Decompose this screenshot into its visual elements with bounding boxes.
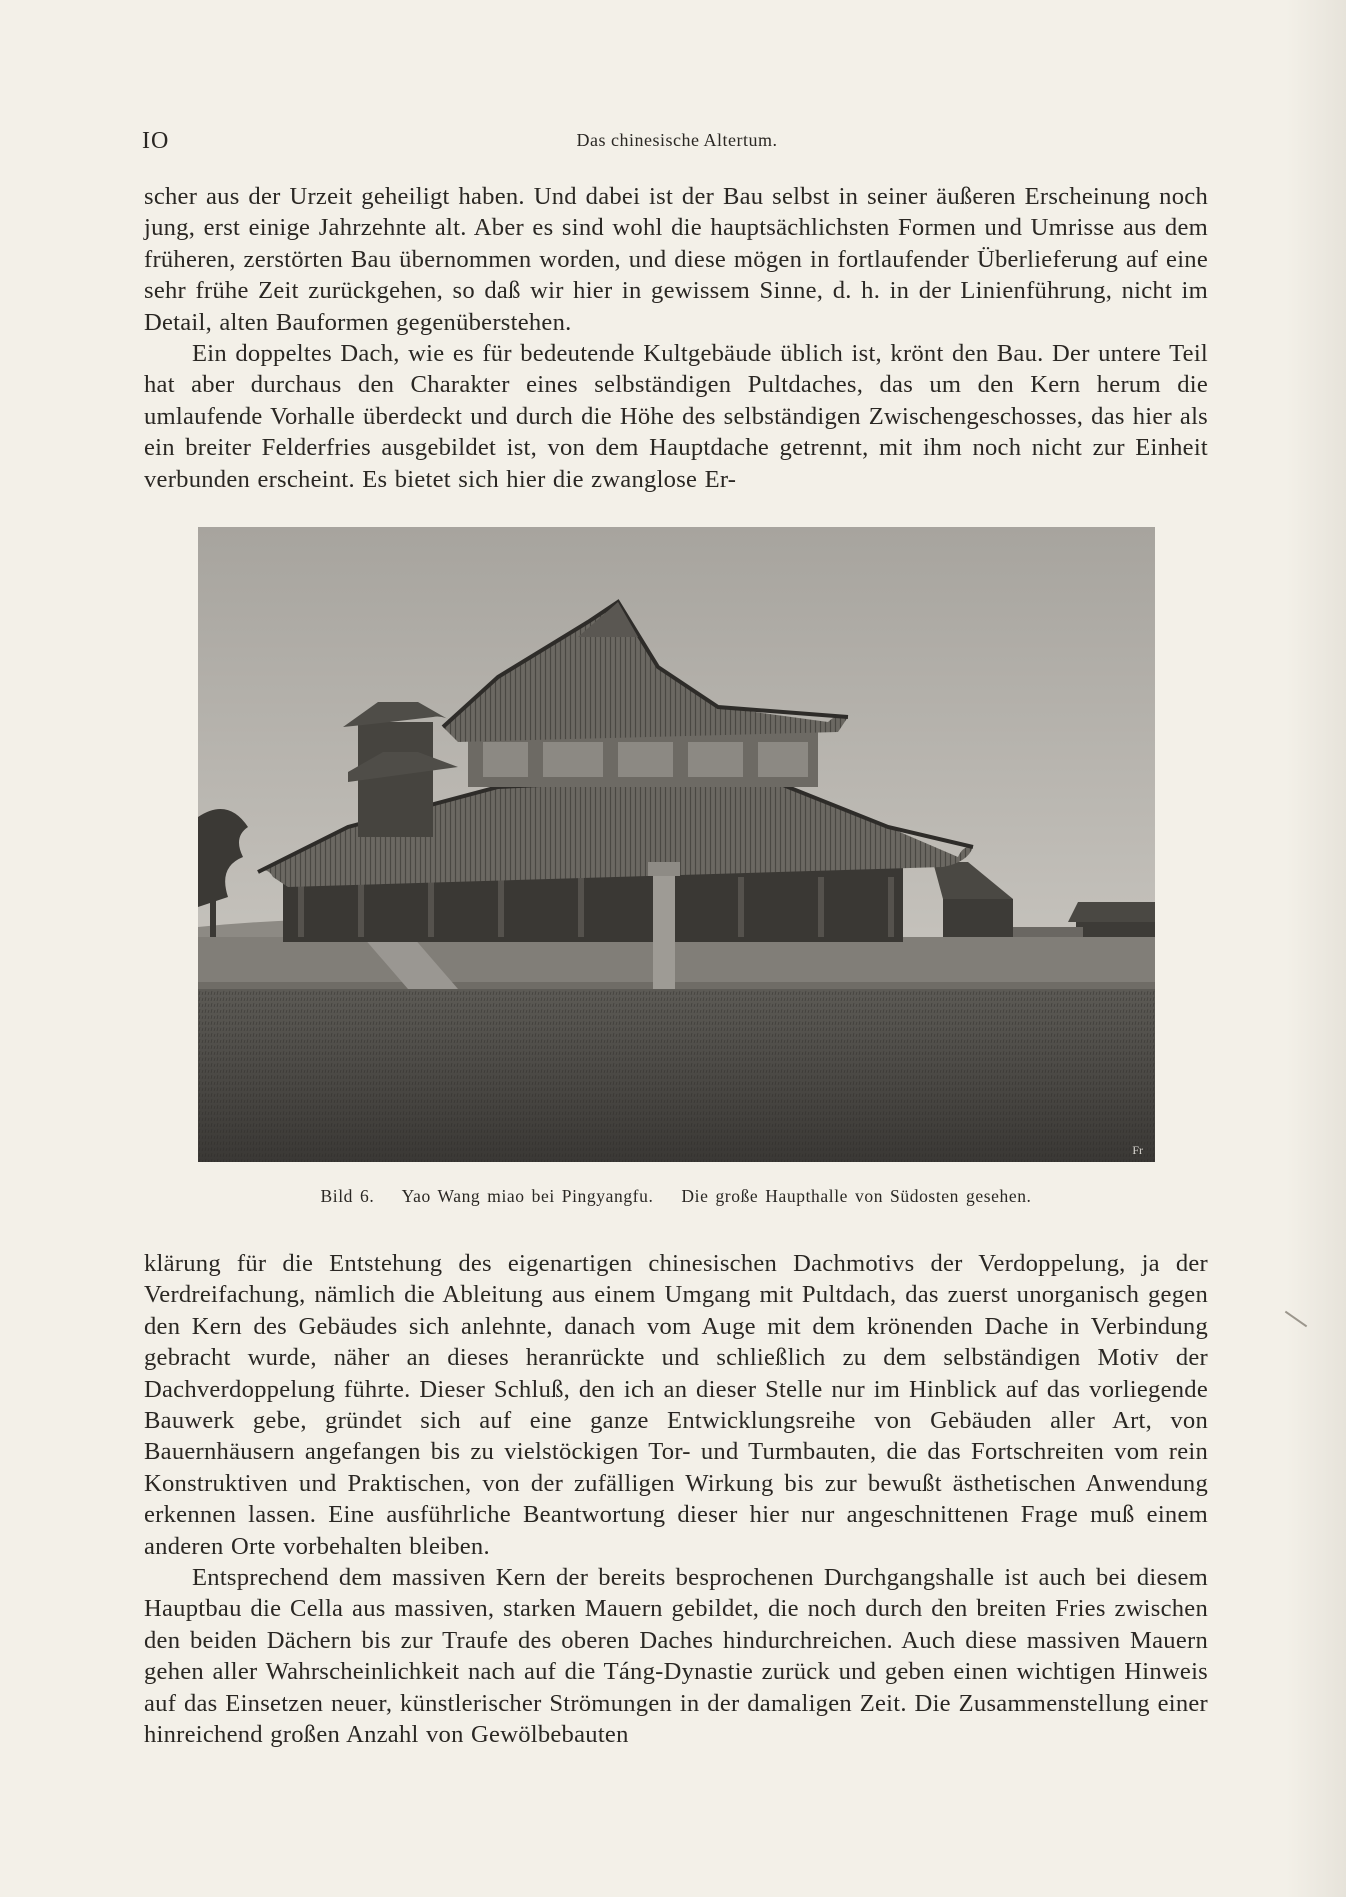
caption-title: Yao Wang miao bei Pingyangfu.	[401, 1186, 654, 1206]
paragraph: Ein doppeltes Dach, wie es für bedeutende Kultgebäude üblich ist, krönt den Bau. Der untere Teil hat aber durchaus den Charakter eines selbständigen Pultdaches, das um den Kern herum die umlaufende Vorhalle überdeckt und durch die Höhe des selbständigen Zwischengeschosses, das hier als ein breiter Felderfries ausgebildet ist, von dem Hauptdache getrennt, mit ihm noch nicht zur Einheit verbunden erscheint. Es bietet sich hier die zwanglose Er-	[144, 340, 1208, 493]
caption-description: Die große Haupthalle von Südosten gesehen.	[681, 1186, 1032, 1206]
temple-hall-illustration	[198, 527, 1155, 1162]
body-text-top	[144, 181, 1208, 495]
paragraph: Entsprechend dem massiven Kern der bereits besprochenen Durchgangshalle ist auch bei diesem Hauptbau die Cella aus massiven, starken Mauern gebildet, die noch durch den breiten Fries zwischen den beiden Dächern bis zur Traufe des oberen Daches hindurchreichen. Auch diese massiven Mauern gehen aller Wahrscheinlichkeit nach auf die Táng-Dynastie zurück und geben einen wichtigen Hinweis auf das Einsetzen neuer, künstlerischer Strömungen in der damaligen Zeit. Die Zusammenstellung einer hinreichend großen Anzahl von Gewölbebauten	[144, 1564, 1208, 1749]
page-number: IO	[142, 128, 170, 154]
body-text-bottom	[144, 1248, 1208, 1751]
photo-corner-mark: Fr	[1132, 1143, 1143, 1157]
running-title: Das chinesische Altertum.	[576, 130, 778, 150]
running-header	[142, 128, 1212, 158]
caption-label: Bild 6.	[320, 1186, 375, 1206]
page-edge-shadow	[1286, 0, 1346, 1897]
paragraph: klärung für die Entstehung des eigenartigen chinesischen Dachmotivs der Verdoppelung, ja der Verdreifachung, nämlich die Ableitung aus einem Umgang mit Pultdach, das zuerst unorganisch gegen den Kern des Gebäudes sich anlehnte, danach vom Auge mit dem krönenden Dache in Verbindung gebracht wurde, näher an dieses heranrückte und schließlich zu dem selbständigen Motiv der Dachverdoppelung führte. Dieser Schluß, den ich an dieser Stelle nur im Hinblick auf das vorliegende Bauwerk gebe, gründet sich auf eine ganze Entwicklungsreihe von Gebäuden aller Art, von Bauernhäusern angefangen bis zu vielstöckigen Tor- und Turmbauten, die das Fortschreiten vom rein Konstruktiven und Praktischen, von der zufälligen Wirkung bis zur bewußt ästhetischen Anwendung erkennen lassen. Eine ausführliche Beantwortung dieser hier nur angeschnittenen Frage muß einem anderen Orte vorbehalten bleiben.	[144, 1250, 1208, 1560]
photograph-temple-hall	[198, 527, 1155, 1162]
paragraph: scher aus der Urzeit geheiligt haben. Und dabei ist der Bau selbst in seiner äußeren Erscheinung noch jung, erst einige Jahrzehnte alt. Aber es sind wohl die hauptsächlichsten Formen und Umrisse aus dem früheren, zerstörten Bau übernommen worden, und diese mögen in fortlaufender Überlieferung auf eine sehr frühe Zeit zurückgehen, so daß wir hier in gewissem Sinne, d. h. in der Linienführung, nicht im Detail, alten Bauformen gegenüberstehen.	[144, 183, 1208, 336]
figure-caption	[144, 1186, 1208, 1207]
